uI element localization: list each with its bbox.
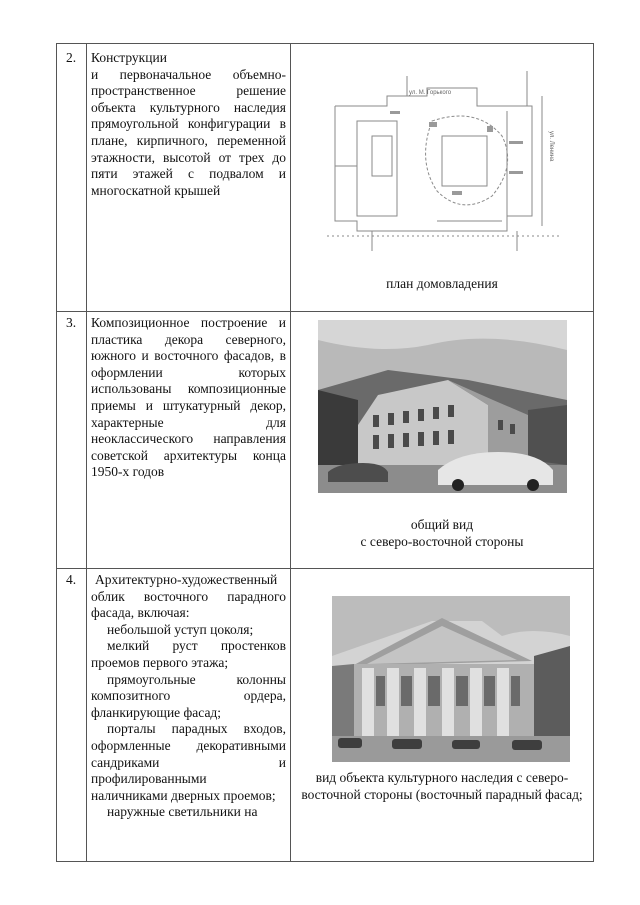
description-line: мелкий руст простенков проемов первого этажа; — [91, 638, 286, 670]
description-line: Композиционное построение и пластика декора северного, южного и восточного фасадов, в оформлении которых использованы композиционные приемы и штукатурный декор, характерные для неоклассического направления советской архитектуры конца 1950-х годов — [91, 315, 286, 480]
description-line: прямоугольные колонны композитного ордера, фланкирующие фасад; — [91, 671, 286, 720]
row-number: 4. — [66, 572, 77, 587]
plan-street-label: ул. М. Горького — [409, 90, 452, 96]
caption-line: с северо-восточной стороны — [360, 533, 524, 549]
row-description — [91, 315, 286, 481]
building-photo-east-facade — [332, 596, 570, 762]
description-line: Архитектурно-художественный облик восточного парадного фасада, включая: — [91, 572, 286, 621]
description-line: наружные светильники на — [107, 804, 258, 820]
column-divider — [290, 44, 291, 861]
column-divider — [86, 44, 87, 861]
photo-caption: вид объекта культурного наследия с северо-восточной стороны (восточный парадный фасад; — [301, 770, 583, 802]
description-line: небольшой уступ цоколя; — [107, 621, 254, 637]
description-line: и первоначальное объемно-пространственное решение объекта культурного наследия прямоугольной конфигурации в плане, кирпичного, переменной этажности, высотой от трех до пяти этажей с подвалом и многоскатной крышей — [91, 66, 286, 198]
row-description — [91, 572, 286, 821]
row-number: 2. — [66, 50, 77, 65]
caption-line: общий вид — [410, 517, 474, 532]
photo-caption — [291, 517, 593, 550]
heritage-table — [56, 43, 594, 862]
site-plan-drawing — [327, 66, 559, 256]
building-photo-general-view — [318, 320, 567, 493]
description-line: порталы парадных входов, оформленные декоративными сандриками и профилированными наличниками дверных проемов; — [91, 721, 286, 803]
row-description — [91, 50, 286, 199]
row-divider — [57, 311, 593, 312]
plan-street-label: ул. Ленина — [548, 131, 554, 162]
plan-caption: план домовладения — [386, 276, 498, 291]
row-number: 3. — [66, 315, 77, 330]
description-line: Конструкции — [91, 50, 167, 65]
row-divider — [57, 568, 593, 569]
